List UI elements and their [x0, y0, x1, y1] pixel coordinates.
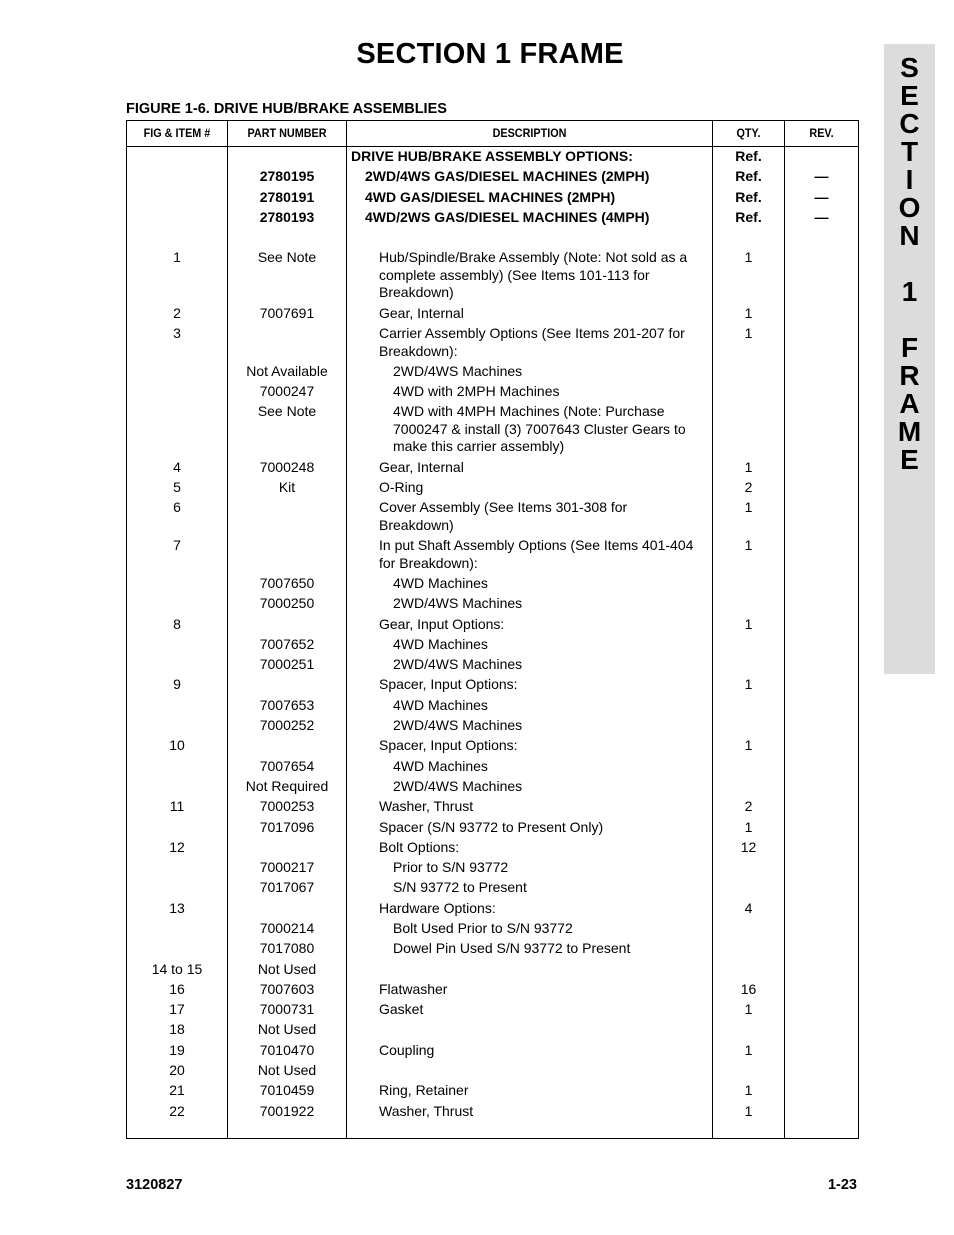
table-row	[127, 1081, 858, 1101]
description-cell: 2WD/4WS Machines	[393, 595, 523, 612]
description-cell: 4WD Machines	[393, 635, 488, 652]
part-number-cell: 7007691	[259, 304, 315, 321]
part-number-cell: 7007653	[259, 696, 315, 713]
qty-cell: 1	[744, 737, 753, 754]
table-row	[127, 919, 858, 939]
rev-cell: —	[814, 188, 829, 205]
side-tab-letter: E	[900, 80, 919, 111]
description-cell: Gasket	[379, 1001, 424, 1018]
header-description: DESCRIPTION	[492, 126, 567, 140]
fig-item-cell: 5	[173, 479, 181, 496]
description-cell: In put Shaft Assembly Options (See Items 401-404 for Breakdown):	[379, 537, 694, 571]
side-tab-letter: E	[900, 444, 919, 475]
part-number-cell: 7000247	[259, 383, 315, 400]
description-cell: 4WD Machines	[393, 574, 488, 591]
fig-item-cell: 22	[169, 1102, 185, 1119]
qty-cell: 1	[744, 249, 753, 266]
table-row	[127, 939, 858, 959]
table-row	[127, 1102, 858, 1122]
table-row	[127, 304, 858, 324]
side-tab-letter: A	[899, 388, 920, 419]
part-number-cell: 7010470	[259, 1041, 315, 1058]
part-number-cell: 7000248	[259, 458, 315, 475]
part-number-cell: Kit	[278, 479, 296, 496]
part-number-cell: 7000217	[259, 859, 315, 876]
table-row	[127, 838, 858, 858]
description-cell: 2WD/4WS Machines	[393, 717, 523, 734]
table-row	[127, 574, 858, 594]
table-row	[127, 777, 858, 797]
fig-item-cell: 18	[169, 1021, 185, 1038]
fig-item-cell: 6	[173, 499, 181, 516]
table-row	[127, 147, 858, 167]
qty-cell: 1	[744, 1102, 753, 1119]
description-cell: 2WD/4WS Machines	[393, 362, 523, 379]
table-row	[127, 858, 858, 878]
fig-item-cell: 8	[173, 615, 181, 632]
rev-cell: —	[814, 208, 829, 225]
part-number-cell: See Note	[257, 403, 317, 420]
qty-cell: 1	[744, 304, 753, 321]
side-tab-letter: S	[900, 52, 919, 83]
fig-item-cell: 9	[173, 676, 181, 693]
description-cell: 4WD with 4MPH Machines (Note: Purchase 7000247 & install (3) 7007643 Cluster Gears to make this carrier assembly)	[393, 403, 686, 455]
table-row	[127, 382, 858, 402]
qty-cell: 16	[740, 980, 757, 997]
table-row	[127, 736, 858, 756]
qty-cell: 1	[744, 615, 753, 632]
description-cell: S/N 93772 to Present	[393, 879, 527, 896]
fig-item-cell: 19	[169, 1041, 185, 1058]
part-number-cell: 7017096	[259, 818, 315, 835]
table-row	[127, 402, 858, 457]
description-cell: 4WD Machines	[393, 757, 488, 774]
description-cell: Coupling	[379, 1041, 435, 1058]
header-fig-item: FIG & ITEM #	[143, 126, 211, 140]
header-rev: REV.	[809, 126, 834, 140]
table-row	[127, 536, 858, 574]
description-cell: O-Ring	[379, 479, 424, 496]
table-row	[127, 635, 858, 655]
description-cell: 2WD/4WS Machines	[393, 656, 523, 673]
part-number-cell: 7007650	[259, 574, 315, 591]
part-number-cell: 7000214	[259, 920, 315, 936]
table-row	[127, 248, 858, 303]
description-cell: Prior to S/N 93772	[393, 859, 509, 876]
table-row	[127, 716, 858, 736]
side-tab-letter: R	[899, 360, 920, 391]
document-number: 3120827	[126, 1177, 183, 1193]
qty-cell: 2	[744, 798, 753, 815]
table-row	[127, 675, 858, 695]
side-tab-letter: N	[899, 220, 920, 251]
part-number-cell: 2780193	[259, 208, 315, 225]
description-cell: Spacer, Input Options:	[379, 737, 518, 754]
description-cell: Carrier Assembly Options (See Items 201-207 for Breakdown):	[379, 325, 685, 359]
qty-cell: 1	[744, 818, 753, 835]
fig-item-cell: 4	[173, 458, 181, 475]
description-cell: Washer, Thrust	[379, 798, 474, 815]
description-cell: Spacer, Input Options:	[379, 676, 518, 693]
fig-item-cell: 21	[169, 1082, 185, 1099]
figure-title: FIGURE 1-6. DRIVE HUB/BRAKE ASSEMBLIES	[126, 101, 447, 117]
description-cell: 4WD with 2MPH Machines	[393, 383, 560, 400]
parts-table	[126, 120, 859, 1139]
page-number: 1-23	[827, 1177, 857, 1193]
description-cell: Washer, Thrust	[379, 1102, 474, 1119]
part-number-cell: 7007603	[259, 980, 315, 997]
part-number-cell: 7000251	[259, 656, 315, 673]
fig-item-cell: 11	[169, 798, 185, 815]
description-cell: 2WD/4WS Machines	[393, 777, 523, 794]
description-cell: Spacer (S/N 93772 to Present Only)	[379, 818, 604, 835]
table-row	[127, 458, 858, 478]
table-row	[127, 478, 858, 498]
table-row	[127, 1061, 858, 1081]
rev-cell: —	[814, 168, 829, 185]
part-number-cell: Not Used	[257, 1062, 317, 1079]
part-number-cell: 7000253	[259, 798, 315, 815]
qty-cell: 1	[744, 325, 753, 342]
table-row	[127, 878, 858, 898]
fig-item-cell: 10	[169, 737, 185, 754]
side-tab-letters	[884, 54, 935, 474]
qty-cell: Ref.	[735, 148, 762, 164]
description-cell: Flatwasher	[379, 980, 448, 997]
fig-item-cell: 17	[169, 1001, 185, 1018]
table-row	[127, 208, 858, 228]
table-row	[127, 188, 858, 208]
table-row	[127, 362, 858, 382]
part-number-cell: Not Required	[245, 777, 329, 794]
side-tab-letter: I	[905, 164, 914, 195]
qty-cell: Ref.	[735, 168, 762, 185]
table-body	[127, 147, 858, 1122]
fig-item-cell: 16	[169, 980, 185, 997]
part-number-cell: 7000252	[259, 717, 315, 734]
header-qty: QTY.	[736, 126, 761, 140]
description-cell: Gear, Internal	[379, 304, 464, 321]
part-number-cell: 7000250	[259, 595, 315, 612]
part-number-cell: 7000731	[259, 1001, 315, 1018]
table-row	[127, 655, 858, 675]
part-number-cell: Not Used	[257, 960, 317, 977]
side-tab-letter: O	[898, 192, 921, 223]
page-title: SECTION 1 FRAME	[356, 38, 624, 70]
description-cell: Bolt Options:	[379, 838, 460, 855]
part-number-cell: 7007652	[259, 635, 315, 652]
table-row	[127, 797, 858, 817]
description-cell: 2WD/4WS GAS/DIESEL MACHINES (2MPH)	[365, 168, 650, 185]
description-cell: Ring, Retainer	[379, 1082, 469, 1099]
qty-cell: 2	[744, 479, 753, 496]
description-cell: 4WD Machines	[393, 696, 488, 713]
qty-cell: 1	[744, 676, 753, 693]
fig-item-cell: 7	[173, 537, 181, 554]
qty-cell: 1	[744, 499, 753, 516]
fig-item-cell: 13	[169, 899, 185, 916]
table-row	[127, 980, 858, 1000]
part-number-cell: 7001922	[259, 1102, 315, 1119]
part-number-cell: 7017067	[259, 879, 315, 896]
header-part-number: PART NUMBER	[247, 126, 327, 140]
table-row	[127, 498, 858, 536]
description-cell: Dowel Pin Used S/N 93772 to Present	[393, 940, 631, 957]
description-cell: DRIVE HUB/BRAKE ASSEMBLY OPTIONS:	[351, 148, 633, 164]
side-tab-letter: 1	[901, 276, 918, 307]
part-number-cell: Not Used	[257, 1021, 317, 1038]
side-tab-letter: T	[900, 136, 919, 167]
table-row	[127, 228, 858, 248]
table-row	[127, 1020, 858, 1040]
qty-cell: 12	[740, 838, 757, 855]
part-number-cell: 7017080	[259, 940, 315, 957]
part-number-cell: 2780191	[259, 188, 315, 205]
description-cell: Gear, Input Options:	[379, 615, 505, 632]
qty-cell: 1	[744, 537, 753, 554]
qty-cell: Ref.	[735, 208, 762, 225]
part-number-cell: See Note	[257, 249, 317, 266]
part-number-cell: 7007654	[259, 757, 315, 774]
table-row	[127, 899, 858, 919]
table-row	[127, 594, 858, 614]
side-tab-letter: M	[897, 416, 922, 447]
description-cell: 4WD/2WS GAS/DIESEL MACHINES (4MPH)	[365, 208, 650, 225]
side-tab-letter: F	[900, 332, 919, 363]
part-number-cell: Not Available	[246, 362, 328, 379]
table-row	[127, 960, 858, 980]
table-row	[127, 757, 858, 777]
fig-item-cell: 1	[173, 249, 181, 266]
side-tab-letter: C	[899, 108, 920, 139]
description-cell: 4WD GAS/DIESEL MACHINES (2MPH)	[365, 188, 616, 205]
table-row	[127, 324, 858, 362]
fig-item-cell: 20	[169, 1062, 185, 1079]
fig-item-cell: 3	[173, 325, 181, 342]
part-number-cell: 2780195	[259, 168, 315, 185]
table-row	[127, 1041, 858, 1061]
table-row	[127, 167, 858, 187]
description-cell: Bolt Used Prior to S/N 93772	[393, 920, 573, 936]
table-row	[127, 696, 858, 716]
fig-item-cell: 12	[169, 838, 185, 855]
description-cell: Hub/Spindle/Brake Assembly (Note: Not sold as a complete assembly) (See Items 101-113 for Breakdown)	[379, 249, 688, 301]
description-cell: Cover Assembly (See Items 301-308 for Breakdown)	[379, 499, 628, 533]
description-cell: Gear, Internal	[379, 458, 464, 475]
section-side-tab	[884, 44, 935, 674]
qty-cell: 1	[744, 458, 753, 475]
fig-item-cell: 2	[173, 304, 181, 321]
table-row	[127, 615, 858, 635]
qty-cell: Ref.	[735, 188, 762, 205]
qty-cell: 1	[744, 1082, 753, 1099]
fig-item-cell: 14 to 15	[151, 960, 203, 977]
table-row	[127, 818, 858, 838]
qty-cell: 1	[744, 1001, 753, 1018]
table-row	[127, 1000, 858, 1020]
qty-cell: 1	[744, 1041, 753, 1058]
description-cell: Hardware Options:	[379, 899, 496, 916]
qty-cell: 4	[744, 899, 753, 916]
part-number-cell: 7010459	[259, 1082, 315, 1099]
